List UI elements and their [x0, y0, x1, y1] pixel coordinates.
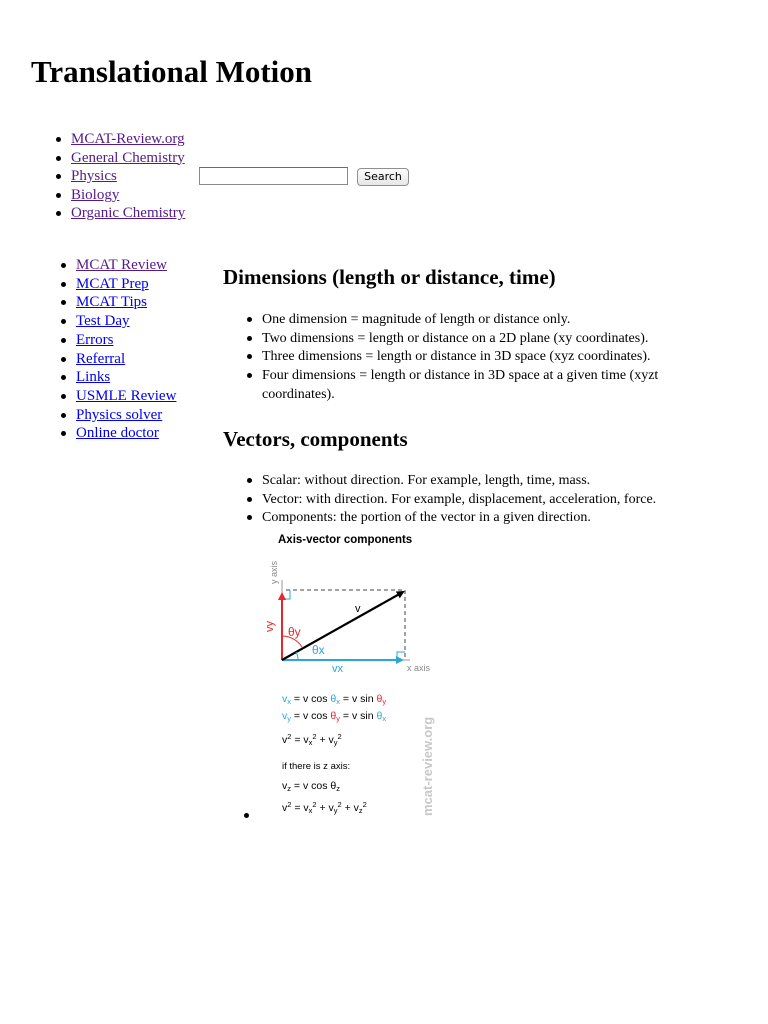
side-nav-link[interactable]: Physics solver — [76, 406, 163, 423]
right-angle-mark-x — [397, 652, 405, 660]
theta-x-arc — [296, 652, 298, 660]
side-nav — [76, 256, 176, 443]
side-nav-link[interactable]: Test Day — [76, 313, 130, 330]
side-nav-item-mcat-tips[interactable] — [76, 293, 176, 312]
top-nav-item-general-chemistry[interactable] — [71, 149, 185, 168]
equation-vy: vy = v cos θy = v sin θx — [282, 710, 387, 723]
search-button[interactable]: Search — [357, 168, 409, 186]
top-nav — [71, 130, 185, 223]
theta-x-label: θx — [312, 643, 325, 657]
section-heading-vectors: Vectors, components — [223, 427, 408, 451]
watermark: mcat-review.org — [420, 716, 435, 816]
dimensions-list — [262, 311, 732, 405]
top-nav-item-biology[interactable] — [71, 186, 185, 205]
side-nav-item-mcat-review[interactable] — [76, 256, 176, 275]
if-z-axis-label: if there is z axis: — [282, 761, 351, 772]
equations — [282, 693, 386, 815]
side-nav-link[interactable]: MCAT Review — [76, 257, 167, 273]
side-nav-item-online-doctor[interactable] — [76, 424, 176, 443]
equation-v-squared: $v^2 = vx^2 + vy^2$ — [282, 732, 342, 747]
list-item: Two dimensions = length or distance on a 2D plane (xy coordinates). — [262, 330, 732, 349]
side-nav-item-physics-solver[interactable] — [76, 406, 176, 425]
side-nav-item-referral[interactable] — [76, 350, 176, 369]
top-nav-link[interactable]: Organic Chemistry — [71, 205, 186, 222]
right-angle-mark-y — [282, 590, 290, 599]
figure-title: Axis-vector components — [278, 534, 413, 546]
side-nav-item-test-day[interactable] — [76, 312, 176, 331]
list-item: One dimension = magnitude of length or distance only. — [262, 311, 732, 330]
side-nav-link[interactable]: MCAT Tips — [76, 294, 148, 311]
list-item: Scalar: without direction. For example, length, time, mass. — [262, 472, 732, 491]
vector-label: v — [355, 603, 361, 615]
top-nav-link[interactable]: Biology — [71, 186, 120, 203]
list-item: Four dimensions = length or distance in 3D space at a given time (xyzt coordinates). — [262, 367, 732, 404]
list-item: Three dimensions = length or distance in 3D space (xyz coordinates). — [262, 348, 732, 367]
vy-label: vy — [264, 621, 276, 632]
y-axis-label: y axis — [269, 560, 279, 584]
theta-y-label: θy — [288, 625, 301, 639]
x-axis-label: x axis — [407, 663, 431, 673]
side-nav-link[interactable]: MCAT Prep — [76, 275, 149, 292]
list-item: Components: the portion of the vector in a given direction. — [262, 509, 732, 528]
vx-label: vx — [332, 663, 343, 675]
top-nav-item-organic-chemistry[interactable] — [71, 204, 185, 223]
equation-v-squared-3d: $v^2 = vx^2 + vy^2 + vz^2$ — [282, 800, 367, 815]
side-nav-item-errors[interactable] — [76, 331, 176, 350]
side-nav-item-links[interactable] — [76, 368, 176, 387]
side-nav-item-usmle-review[interactable] — [76, 387, 176, 406]
side-nav-link[interactable]: Online doctor — [76, 425, 159, 442]
side-nav-link[interactable]: Links — [76, 369, 111, 386]
vectors-list — [262, 472, 732, 528]
side-nav-link[interactable]: Referral — [76, 350, 126, 367]
equation-vz: vz = v cos θz — [282, 780, 340, 793]
list-item: Vector: with direction. For example, displacement, acceleration, force. — [262, 491, 732, 510]
axis-vector-figure — [252, 528, 442, 820]
side-nav-item-mcat-prep[interactable] — [76, 275, 176, 294]
top-nav-link[interactable]: General Chemistry — [71, 149, 185, 166]
equation-vx: vx = v cos θx = v sin θy — [282, 693, 387, 706]
top-nav-item-physics[interactable] — [71, 167, 185, 186]
side-nav-link[interactable]: Errors — [76, 331, 114, 348]
top-nav-link[interactable]: Physics — [71, 168, 117, 185]
section-heading-dimensions: Dimensions (length or distance, time) — [223, 265, 556, 289]
side-nav-link[interactable]: USMLE Review — [76, 387, 177, 404]
top-nav-link[interactable]: MCAT-Review.org — [71, 131, 185, 147]
page-title: Translational Motion — [31, 54, 313, 89]
top-nav-item-mcat-review-org[interactable] — [71, 130, 185, 149]
figure-bullet — [244, 813, 249, 818]
search-input[interactable] — [199, 167, 348, 185]
